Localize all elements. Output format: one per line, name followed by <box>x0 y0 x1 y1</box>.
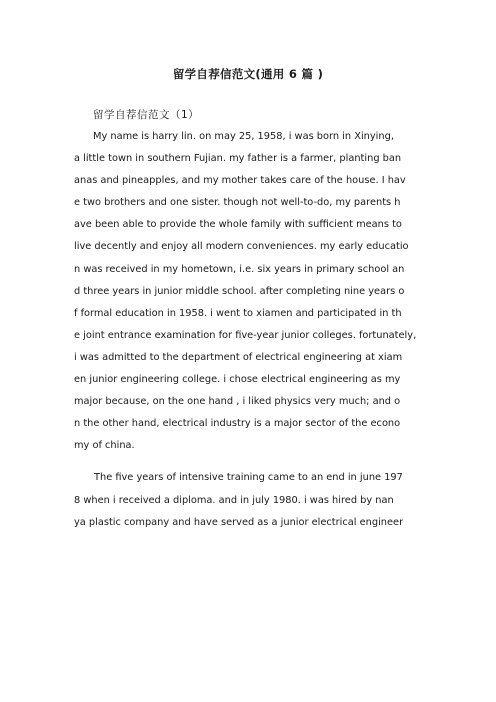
text-line: The five years of intensive training came to an end in june 197 <box>94 472 403 484</box>
document-title: 留学自荐信范文(通用 6 篇 ) <box>172 67 324 81</box>
text-line: ya plastic company and have served as a junior electrical engineer <box>74 516 404 528</box>
paragraph-2 <box>74 467 424 533</box>
text-line: n was received in my hometown, i.e. six years in primary school an <box>74 263 405 275</box>
text-line: anas and pineapples, and my mother takes care of the house. I hav <box>74 175 406 187</box>
text-line: live decently and enjoy all modern conveniences. my early educatio <box>74 241 409 253</box>
text-line: major because, on the one hand , i liked physics very much; and o <box>74 396 401 408</box>
text-line: i was admitted to the department of electrical engineering at xiam <box>74 351 403 363</box>
text-line: f formal education in 1958. i went to xiamen and participated in th <box>74 307 402 319</box>
text-line: ave been able to provide the whole family with sufficient means to <box>74 219 402 231</box>
text-line: my of china. <box>74 440 135 452</box>
paragraph-1 <box>74 126 424 457</box>
text-line: e two brothers and one sister. though not well-to-do, my parents h <box>74 197 401 209</box>
text-line: d three years in junior middle school. after completing nine years o <box>74 285 405 297</box>
text-line: en junior engineering college. i chose electrical engineering as my <box>74 374 401 386</box>
text-line: n the other hand, electrical industry is a major sector of the econo <box>74 418 401 430</box>
document-body <box>74 126 424 534</box>
section-heading: 留学自荐信范文（1） <box>93 109 200 121</box>
text-line: My name is harry lin. on may 25, 1958, i was born in Xinying, <box>93 131 394 142</box>
paragraph-gap <box>74 457 424 467</box>
text-line: e joint entrance examination for five-year junior colleges. fortunately, <box>74 329 417 341</box>
text-line: 8 when i received a diploma. and in july 1980. i was hired by nan <box>74 494 394 506</box>
text-line: a little town in southern Fujian. my father is a farmer, planting ban <box>74 153 402 165</box>
